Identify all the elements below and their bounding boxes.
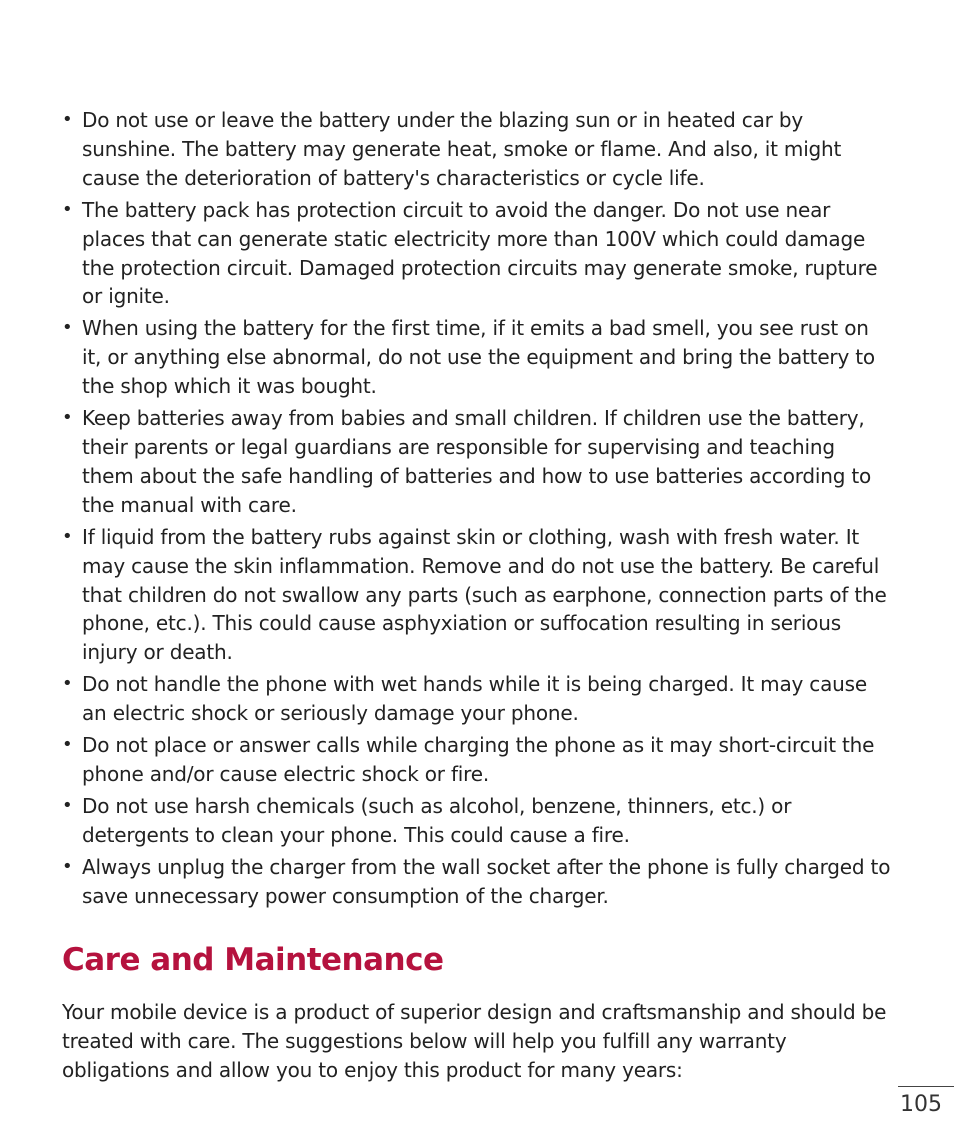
list-item [62, 853, 892, 911]
bullet-icon: • [62, 407, 73, 429]
bullet-icon: • [62, 525, 73, 547]
section-intro: Your mobile device is a product of superior design and craftsmanship and should be treated with care. The suggestions below will help you fulfill any warranty obligations and allow you to enjoy this product for many years: [62, 1000, 887, 1082]
bullet-icon: • [62, 317, 73, 339]
bullet-icon: • [62, 794, 73, 816]
bullet-icon: • [62, 198, 73, 220]
list-item [62, 731, 892, 789]
list-item-text: The battery pack has protection circuit to avoid the danger. Do not use near places that can generate static electricity more than 100V which could damage the protection circuit. Damaged protection circuits may generate smoke, rupture or ignite. [82, 197, 878, 309]
section-title: Care and Maintenance [62, 942, 444, 978]
bullet-icon: • [62, 855, 73, 877]
list-item-text: Do not place or answer calls while charging the phone as it may short-circuit the phone and/or cause electric shock or fire. [82, 733, 875, 786]
battery-safety-list [62, 106, 892, 913]
list-item-text: If liquid from the battery rubs against skin or clothing, wash with fresh water. It may cause the skin inflammation. Remove and do not use the battery. Be careful that children do not swallow any parts (such as earphone, connection parts of the phone, etc.). This could cause asphyxiation or suffocation resulting in serious injury or death. [82, 524, 887, 665]
list-item [62, 314, 892, 401]
list-item [62, 404, 892, 520]
list-item-text: Do not use harsh chemicals (such as alcohol, benzene, thinners, etc.) or detergents to clean your phone. This could cause a fire. [82, 793, 792, 847]
list-item-text: Always unplug the charger from the wall socket after the phone is fully charged to save unnecessary power consumption of the charger. [82, 854, 891, 908]
list-item [62, 792, 892, 850]
list-item [62, 670, 892, 728]
list-item [62, 196, 892, 312]
list-item [62, 523, 892, 668]
page-number: 105 [900, 1092, 942, 1117]
bullet-icon: • [62, 109, 73, 130]
list-item-text: Do not use or leave the battery under the blazing sun or in heated car by sunshine. The battery may generate heat, smoke or flame. And also, it might cause the deterioration of battery's characteristics or cycle life. [82, 108, 842, 190]
list-item-text: Do not handle the phone with wet hands while it is being charged. It may cause an electric shock or seriously damage your phone. [82, 672, 867, 726]
list-item-text: When using the battery for the first time, if it emits a bad smell, you see rust on it, or anything else abnormal, do not use the equipment and bring the battery to the shop which it was bought. [82, 316, 875, 399]
page-number-divider [898, 1086, 954, 1087]
list-item-text: Keep batteries away from babies and small children. If children use the battery, their parents or legal guardians are responsible for supervising and teaching them about the safe handling of batteries and how to use batteries according to the manual with care. [82, 406, 872, 517]
list-item [62, 106, 892, 193]
bullet-icon: • [62, 734, 73, 756]
bullet-icon: • [62, 673, 73, 695]
